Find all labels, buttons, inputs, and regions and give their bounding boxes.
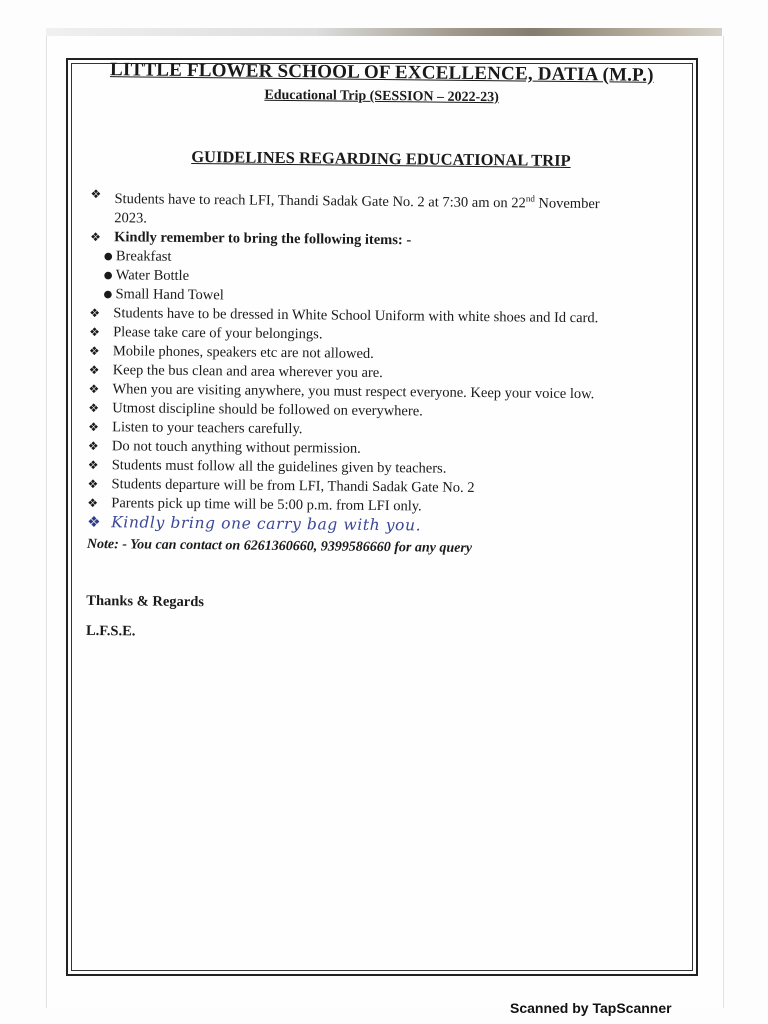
dot-bullet-icon: ● bbox=[103, 250, 113, 263]
reach-text-after: November bbox=[534, 195, 600, 213]
guideline-text: Parents pick up time will be 5:00 p.m. from LFI only. bbox=[111, 495, 422, 515]
guideline-text: Listen to your teachers carefully. bbox=[112, 419, 303, 438]
school-name: LITTLE FLOWER SCHOOL OF EXCELLENCE, DATIA (M.P.) bbox=[109, 59, 654, 86]
bring-item-label: Water Bottle bbox=[115, 267, 190, 284]
handwritten-diamond-icon: ❖ bbox=[87, 512, 101, 531]
closing-signature: L.F.S.E. bbox=[85, 622, 136, 640]
diamond-bullet-icon: ❖ bbox=[87, 476, 99, 491]
guideline-text: Do not touch anything without permission. bbox=[111, 438, 361, 457]
closing-thanks: Thanks & Regards bbox=[86, 592, 205, 611]
guideline-text: Keep the bus clean and area wherever you are. bbox=[112, 362, 383, 381]
diamond-bullet-icon: ❖ bbox=[90, 229, 101, 244]
contact-note: Note: - You can contact on 6261360660, 9399586660 for any query bbox=[86, 536, 473, 556]
trip-session-line: Educational Trip (SESSION – 2022-23) bbox=[264, 87, 499, 106]
diamond-bullet-icon: ❖ bbox=[87, 495, 99, 510]
dot-bullet-icon: ● bbox=[103, 269, 113, 282]
bring-item-label: Small Hand Towel bbox=[115, 286, 224, 304]
diamond-bullet-icon: ❖ bbox=[87, 457, 99, 472]
bring-item-label: Breakfast bbox=[115, 248, 172, 265]
diamond-bullet-icon: ❖ bbox=[88, 400, 100, 415]
guidelines-heading: GUIDELINES REGARDING EDUCATIONAL TRIP bbox=[191, 147, 571, 170]
guidelines-list bbox=[87, 185, 671, 538]
dot-bullet-icon: ● bbox=[103, 288, 113, 301]
diamond-bullet-icon: ❖ bbox=[88, 343, 100, 358]
bring-items-heading: Kindly remember to bring the following items: - bbox=[114, 229, 412, 249]
guideline-text: Students departure will be from LFI, Thandi Sadak Gate No. 2 bbox=[111, 476, 475, 496]
diamond-bullet-icon: ❖ bbox=[87, 438, 99, 453]
guideline-text: Utmost discipline should be followed on everywhere. bbox=[112, 400, 423, 420]
guideline-item-reach bbox=[90, 185, 670, 234]
guideline-text: Mobile phones, speakers etc are not allowed. bbox=[112, 343, 374, 362]
diamond-bullet-icon: ❖ bbox=[88, 362, 100, 377]
guideline-text: When you are visiting anywhere, you must respect everyone. Keep your voice low. bbox=[112, 381, 595, 403]
handwritten-note: Kindly bring one carry bag with you. bbox=[111, 513, 422, 535]
date-suffix: nd bbox=[525, 193, 535, 204]
document-content bbox=[68, 57, 696, 640]
diamond-bullet-icon: ❖ bbox=[89, 305, 101, 320]
diamond-bullet-icon: ❖ bbox=[88, 419, 99, 434]
guideline-text: Students must follow all the guidelines given by teachers. bbox=[111, 457, 447, 477]
reach-text: Students have to reach LFI, Thandi Sadak Gate No. 2 at 7:30 am on 22 bbox=[114, 191, 526, 212]
diamond-bullet-icon: ❖ bbox=[88, 381, 100, 396]
guideline-text: Students have to be dressed in White School Uniform with white shoes and Id card. bbox=[113, 305, 599, 327]
diamond-bullet-icon: ❖ bbox=[90, 186, 102, 202]
guideline-text: Please take care of your belongings. bbox=[113, 324, 323, 343]
diamond-bullet-icon: ❖ bbox=[89, 324, 100, 339]
reach-year: 2023. bbox=[114, 210, 148, 227]
document-border bbox=[66, 58, 698, 976]
scanner-watermark: Scanned by TapScanner bbox=[510, 1000, 672, 1016]
